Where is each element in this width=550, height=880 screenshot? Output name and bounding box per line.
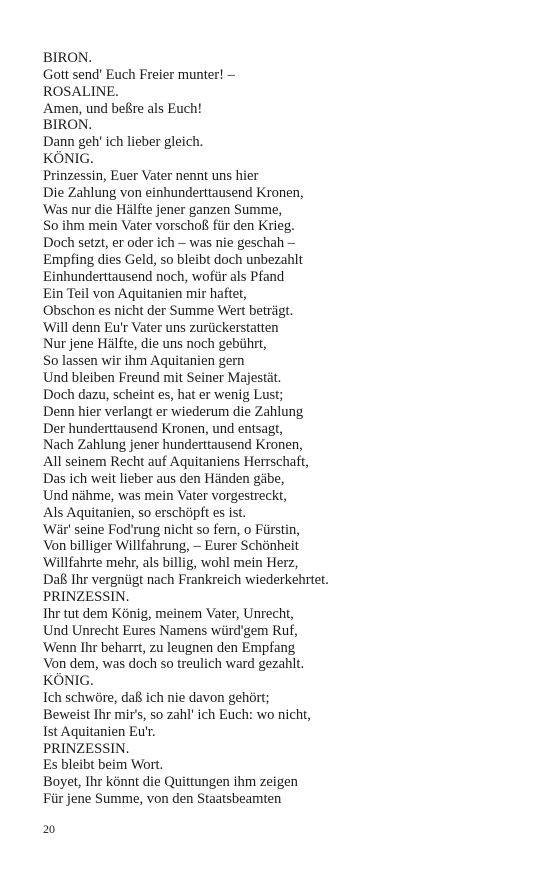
verse-line: Will denn Eu'r Vater uns zurückerstatten — [43, 319, 279, 336]
verse-line: Ist Aquitanien Eu'r. — [43, 723, 156, 740]
verse-line: All seinem Recht auf Aquitaniens Herrschaft, — [43, 454, 309, 471]
verse-line: Und Unrecht Eures Namens würd'gem Ruf, — [43, 622, 298, 639]
verse-line: Beweist Ihr mir's, so zahl' ich Euch: wo nicht, — [43, 706, 311, 723]
verse-line: Wenn Ihr beharrt, zu leugnen den Empfang — [43, 639, 296, 656]
verse-line: Und bleiben Freund mit Seiner Majestät. — [43, 370, 282, 387]
verse-line: Das ich weit lieber aus den Händen gäbe, — [43, 471, 285, 488]
verse-line: Der hunderttausend Kronen, und entsagt, — [43, 420, 283, 437]
verse-line: Was nur die Hälfte jener ganzen Summe, — [43, 201, 283, 218]
verse-line: Von billiger Willfahrung, – Eurer Schönheit — [43, 538, 299, 555]
speaker-name: KÖNIG. — [43, 151, 94, 168]
verse-line: Obschon es nicht der Summe Wert beträgt. — [43, 302, 294, 319]
verse-line: Doch setzt, er oder ich – was nie geschah – — [43, 235, 296, 252]
speaker-name: BIRON. — [43, 117, 93, 134]
verse-line: Prinzessin, Euer Vater nennt uns hier — [43, 167, 259, 184]
verse-line: Willfahrte mehr, als billig, wohl mein Herz, — [43, 555, 299, 572]
verse-line: Amen, und beßre als Euch! — [43, 100, 203, 117]
verse-line: Nur jene Hälfte, die uns noch gebührt, — [43, 336, 267, 353]
verse-line: Einhunderttausend noch, wofür als Pfand — [43, 268, 285, 285]
verse-line: Denn hier verlangt er wiederum die Zahlung — [43, 403, 304, 420]
verse-line: Nach Zahlung jener hunderttausend Kronen, — [43, 437, 303, 454]
page-number: 20 — [43, 822, 55, 836]
verse-line: Daß Ihr vergnügt nach Frankreich wiederkehrtet. — [43, 572, 329, 589]
page-body — [43, 50, 513, 808]
verse-line: Ein Teil von Aquitanien mir haftet, — [43, 285, 247, 302]
verse-line: Gott send' Euch Freier munter! – — [43, 66, 235, 83]
verse-line: Empfing dies Geld, so bleibt doch unbezahlt — [43, 252, 303, 269]
verse-line: Boyet, Ihr könnt die Quittungen ihm zeigen — [43, 774, 298, 791]
verse-line: Ihr tut dem König, meinem Vater, Unrecht, — [43, 605, 294, 622]
speaker-name: PRINZESSIN. — [43, 589, 130, 605]
verse-line: Es bleibt beim Wort. — [43, 757, 164, 774]
verse-line: Als Aquitanien, so erschöpft es ist. — [43, 504, 247, 521]
verse-line: Doch dazu, scheint es, hat er wenig Lust; — [43, 386, 284, 403]
verse-line: Für jene Summe, von den Staatsbeamten — [43, 791, 282, 808]
verse-line: So ihm mein Vater vorschoß für den Krieg. — [43, 218, 295, 235]
verse-line: Von dem, was doch so treulich ward gezahlt. — [43, 656, 305, 673]
verse-line: So lassen wir ihm Aquitanien gern — [43, 353, 245, 370]
verse-line: Die Zahlung von einhunderttausend Kronen, — [43, 184, 304, 201]
verse-line: Dann geh' ich lieber gleich. — [43, 134, 204, 151]
speaker-name: PRINZESSIN. — [43, 740, 130, 757]
verse-line: Und nähme, was mein Vater vorgestreckt, — [43, 487, 287, 504]
speaker-name: ROSALINE. — [43, 83, 119, 100]
speaker-name: BIRON. — [43, 50, 93, 66]
verse-line: Wär' seine Fod'rung nicht so fern, o Fürstin, — [43, 521, 300, 538]
verse-line: Ich schwöre, daß ich nie davon gehört; — [43, 690, 270, 707]
speaker-name: KÖNIG. — [43, 673, 94, 690]
